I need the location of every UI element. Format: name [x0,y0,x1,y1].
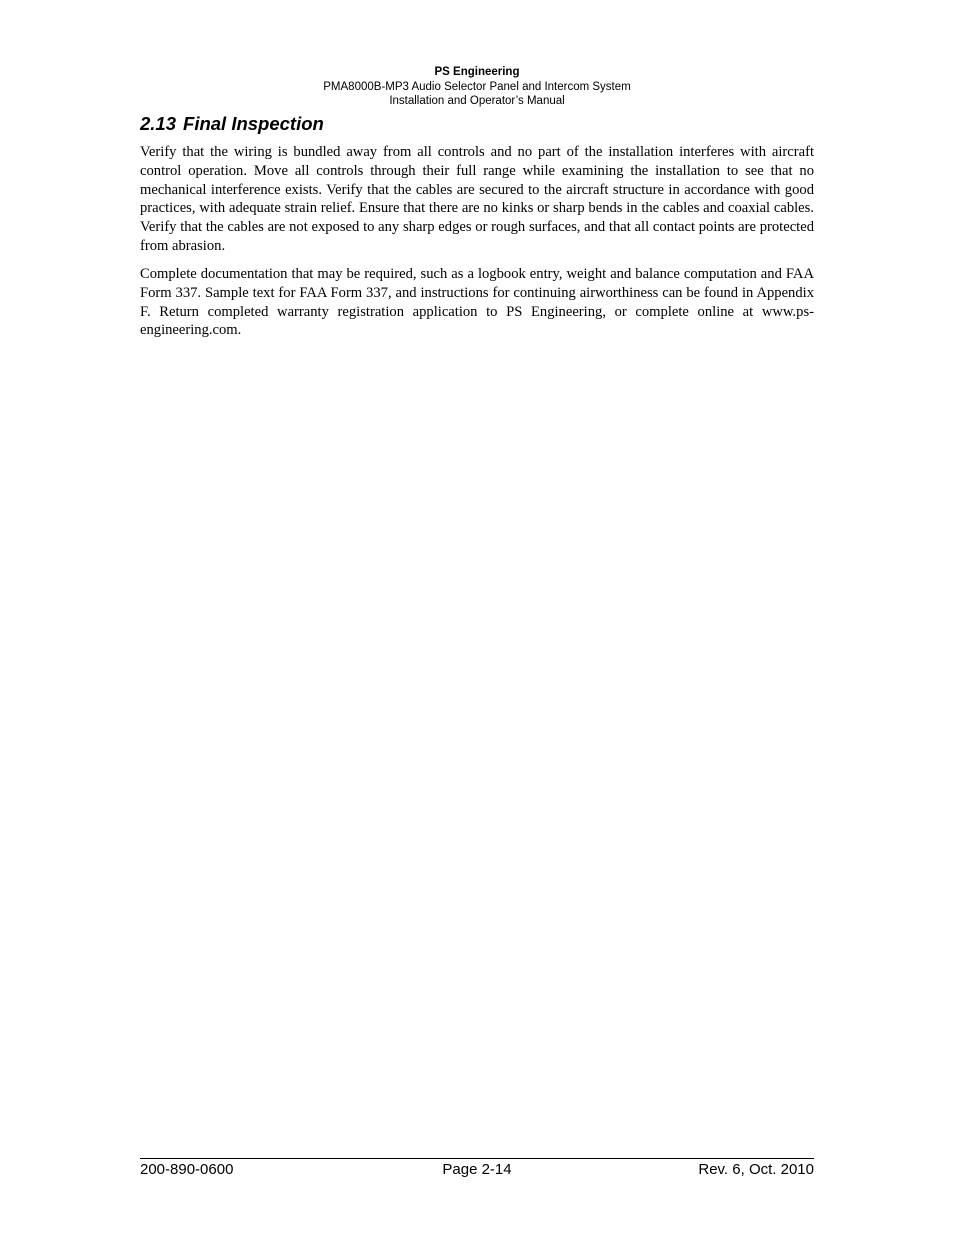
footer-revision: Rev. 6, Oct. 2010 [698,1161,814,1178]
header-company: PS Engineering [434,66,520,78]
section-heading [140,112,324,136]
header-product: PMA8000B-MP3 Audio Selector Panel and Intercom System [323,80,631,93]
footer-page-number: Page 2-14 [442,1161,512,1178]
header-manual-title: Installation and Operator’s Manual [389,95,565,107]
section-title: Final Inspection [183,113,324,134]
page-header [0,65,954,109]
footer-divider [140,1158,814,1159]
page-footer [140,1160,814,1180]
paragraph-wiring-verification: Verify that the wiring is bundled away from all controls and no part of the installation interferes with aircraft control operation. Move all controls through their full range while examining the installation to see that no mechanical interference exists. Verify that the cables are secured to the aircraft structure in accordance with good practices, with adequate strain relief. Ensure that there are no kinks or sharp bends in the cables and coaxial cables. Verify that the cables are not exposed to any sharp edges or rough surfaces, and that all contact points are protected from abrasion. [140,144,814,254]
section-number: 2.13 [140,113,177,134]
footer-part-number: 200-890-0600 [140,1161,234,1178]
paragraph-documentation: Complete documentation that may be required, such as a logbook entry, weight and balance computation and FAA Form 337. Sample text for FAA Form 337, and instructions for continuing airworthiness can be found in Appendix F. Return completed warranty registration application to PS Engineering, or complete online at www.ps-engineering.com. [140,266,814,339]
